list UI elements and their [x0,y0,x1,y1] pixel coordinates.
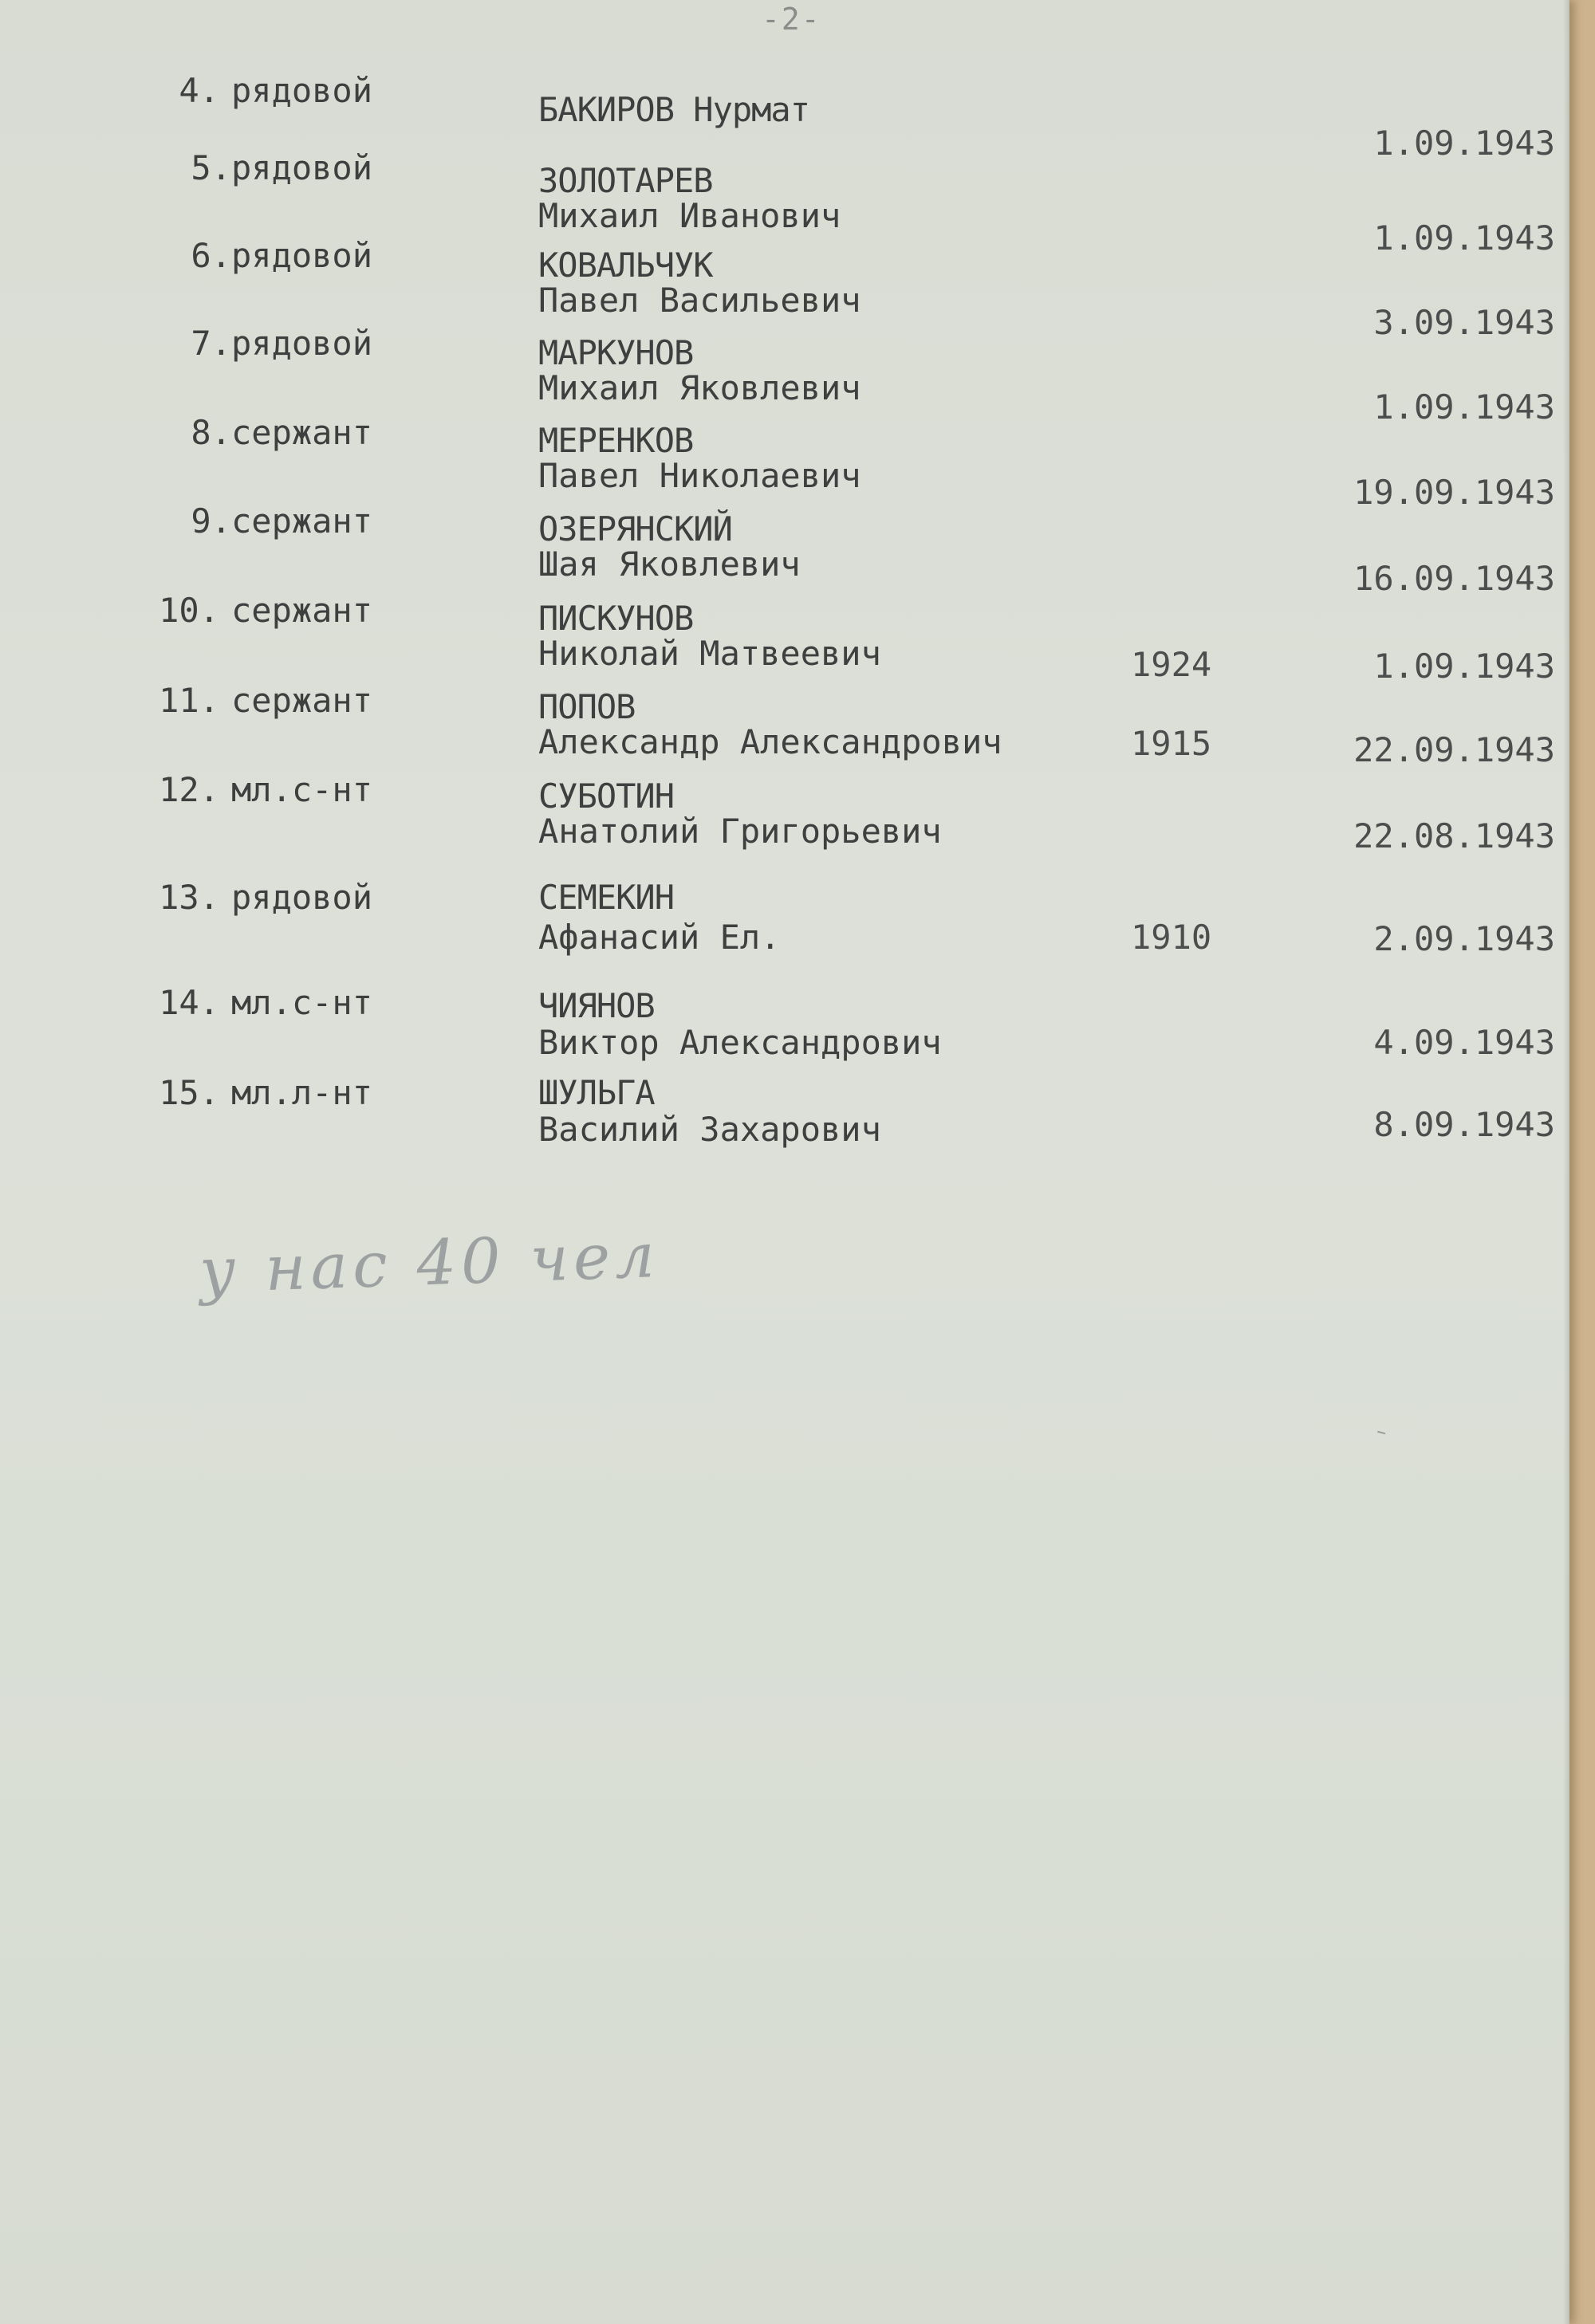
entry-name: МАРКУНОВ [538,333,694,372]
entry-given-name: Михаил Яковлевич [538,368,861,407]
entry-number: 8. [191,413,231,452]
list-item [0,877,1569,965]
entry-number: 9. [191,501,231,541]
entry-given-name: Павел Васильевич [538,281,861,320]
entry-given-name: Василий Захарович [538,1110,881,1149]
entry-number: 10. [159,591,219,630]
page-number: -2- [762,2,821,37]
entry-number: 13. [159,878,219,917]
list-item [0,70,1569,163]
entry-rank: рядовой [231,71,373,110]
entry-number: 4. [179,71,219,110]
entry-date: 22.09.1943 [1353,730,1555,769]
list-item [0,323,1569,427]
pencil-mark [1377,1426,1387,1434]
list-item [0,590,1569,686]
entry-name: СЕМЕКИН [538,878,675,917]
entry-name: ЧИЯНОВ [538,986,655,1025]
entry-date: 4.09.1943 [1373,1023,1555,1062]
entry-rank: сержант [231,501,373,541]
entry-given-name: Михаил Иванович [538,196,841,235]
entry-number: 12. [159,770,219,809]
entry-name: СУБОТИН [538,777,675,816]
list-item [0,982,1569,1070]
entry-name: МЕРЕНКОВ [538,421,694,460]
entry-date: 22.08.1943 [1353,816,1555,855]
entry-rank: рядовой [231,878,373,917]
entry-given-name: Александр Александрович [538,722,1002,761]
entry-date: 19.09.1943 [1353,473,1555,512]
entry-given-name: Шая Яковлевич [538,545,801,584]
list-item [0,769,1569,857]
list-item [0,501,1569,598]
list-item [0,412,1569,512]
entry-date: 1.09.1943 [1373,387,1555,427]
entry-number: 6. [191,236,231,275]
entry-name: ЗОЛОТАРЕВ [538,161,713,200]
entry-date: 1.09.1943 [1373,647,1555,686]
entry-rank: мл.с-нт [231,770,373,809]
entry-number: 15. [159,1073,219,1112]
entry-name: ШУЛЬГА [538,1073,655,1112]
entry-year: 1924 [1131,645,1212,684]
list-item [0,147,1569,258]
handwritten-note: у нас 40 чел [198,1219,661,1308]
entry-name: КОВАЛЬЧУК [538,246,713,285]
entry-date: 2.09.1943 [1373,919,1555,958]
entry-name: ОЗЕРЯНСКИЙ [538,509,732,549]
entry-given-name: Николай Матвеевич [538,634,881,673]
entry-rank: мл.л-нт [231,1073,373,1112]
entry-rank: мл.с-нт [231,983,373,1022]
list-item [0,235,1569,342]
entry-date: 8.09.1943 [1373,1105,1555,1144]
entry-name: БАКИРОВ Нурмат [538,90,810,129]
entry-given-name: Анатолий Григорьевич [538,812,942,851]
entry-rank: сержант [231,591,373,630]
entry-date: 1.09.1943 [1373,218,1555,258]
entry-number: 5. [191,148,231,187]
entry-number: 14. [159,983,219,1022]
entry-date: 16.09.1943 [1353,559,1555,598]
list-item [0,1072,1569,1160]
entry-date: 3.09.1943 [1373,303,1555,342]
entry-date: 1.09.1943 [1373,124,1555,163]
entry-given-name: Афанасий Ел. [538,918,781,957]
entry-name: ПОПОВ [538,687,636,726]
entry-given-name: Павел Николаевич [538,456,861,495]
entry-name: ПИСКУНОВ [538,599,694,638]
entry-number: 7. [191,324,231,363]
entry-given-name: Виктор Александрович [538,1023,942,1062]
entry-number: 11. [159,681,219,720]
entry-rank: рядовой [231,148,373,187]
entry-year: 1910 [1131,918,1212,957]
entry-rank: рядовой [231,236,373,275]
list-item [0,680,1569,768]
entry-year: 1915 [1131,724,1212,763]
entry-rank: рядовой [231,324,373,363]
entry-rank: сержант [231,681,373,720]
entry-rank: сержант [231,413,373,452]
